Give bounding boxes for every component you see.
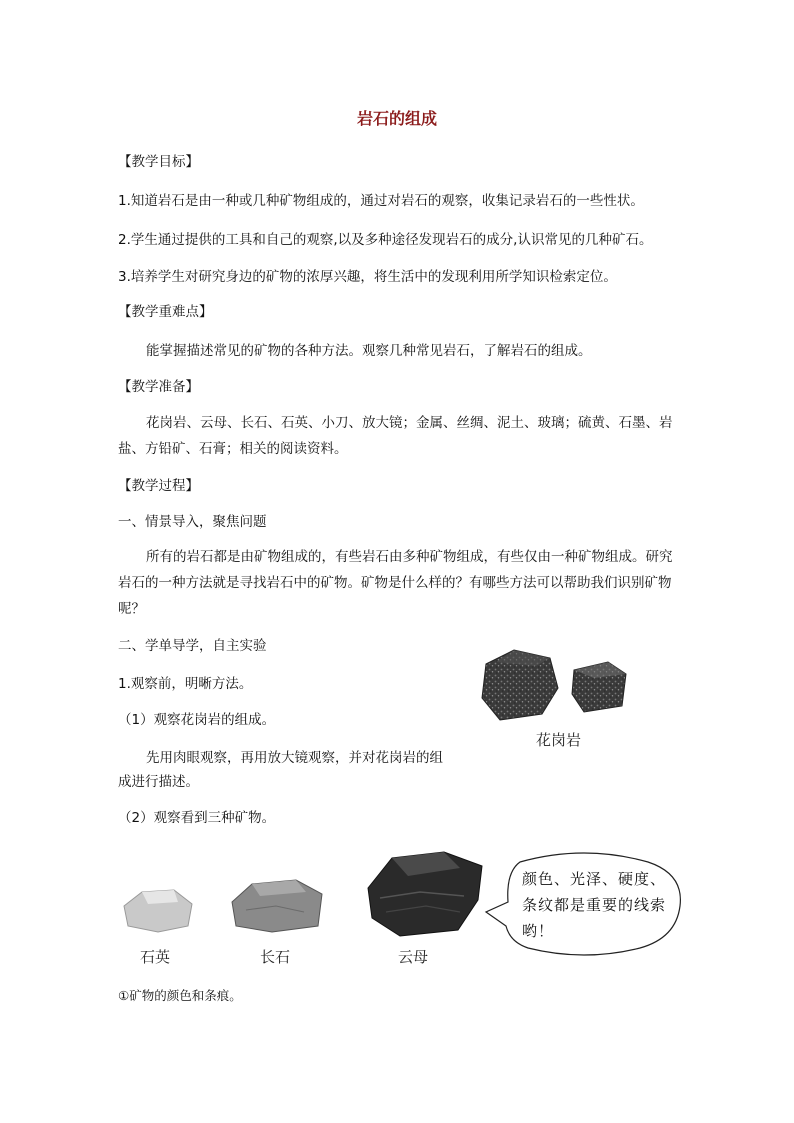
step-1-1-text-a: 先用肉眼观察，再用放大镜观察，并对花岗岩的组 [146,750,443,766]
granite-caption: 花岗岩 [536,731,582,749]
part1-heading: 一、情景导入，聚焦问题 [118,514,267,530]
speech-bubble-text: 颜色、光泽、硬度、条纹都是重要的线索哟！ [522,870,667,940]
quartz-image [118,886,198,936]
objective-3: 3.培养学生对研究身边的矿物的浓厚兴趣，将生活中的发现利用所学知识检索定位。 [118,269,617,285]
step-1-1: （1）观察花岗岩的组成。 [118,712,276,728]
objective-2: 2.学生通过提供的工具和自己的观察,以及多种途径发现岩石的成分,认识常见的几种矿石。 [118,232,653,248]
prep-text: 花岗岩、云母、长石、石英、小刀、放大镜；金属、丝绸、泥土、玻璃；硫黄、石墨、岩盐、方铅矿、石膏；相关的阅读资料。 [118,415,673,457]
step-1-2-item: ①矿物的颜色和条痕。 [118,988,242,1003]
keypoints-heading: 【教学重难点】 [118,304,213,320]
objective-1: 1.知道岩石是由一种或几种矿物组成的，通过对岩石的观察，收集记录岩石的一些性状。 [118,193,644,209]
quartz-caption: 石英 [140,948,171,966]
page-title: 岩石的组成 [356,109,437,128]
step-1: 1.观察前，明晰方法。 [118,676,253,692]
step-1-2: （2）观察看到三种矿物。 [118,810,276,826]
step-1-1-text-b: 成进行描述。 [118,774,199,790]
granite-image [476,644,636,724]
part2-heading: 二、学单导学，自主实验 [118,638,267,654]
mica-caption: 云母 [398,948,429,966]
feldspar-image [226,876,328,936]
objectives-heading: 【教学目标】 [118,154,199,170]
mica-image [360,848,488,940]
process-heading: 【教学过程】 [118,478,199,494]
feldspar-caption: 长石 [260,948,291,966]
part1-text: 所有的岩石都是由矿物组成的，有些岩石由多种矿物组成，有些仅由一种矿物组成。研究岩石的一种方法就是寻找岩石中的矿物。矿物是什么样的？有哪些方法可以帮助我们识别矿物呢？ [118,549,673,617]
prep-heading: 【教学准备】 [118,379,199,395]
keypoints-text: 能掌握描述常见的矿物的各种方法。观察几种常见岩石，了解岩石的组成。 [146,343,592,359]
